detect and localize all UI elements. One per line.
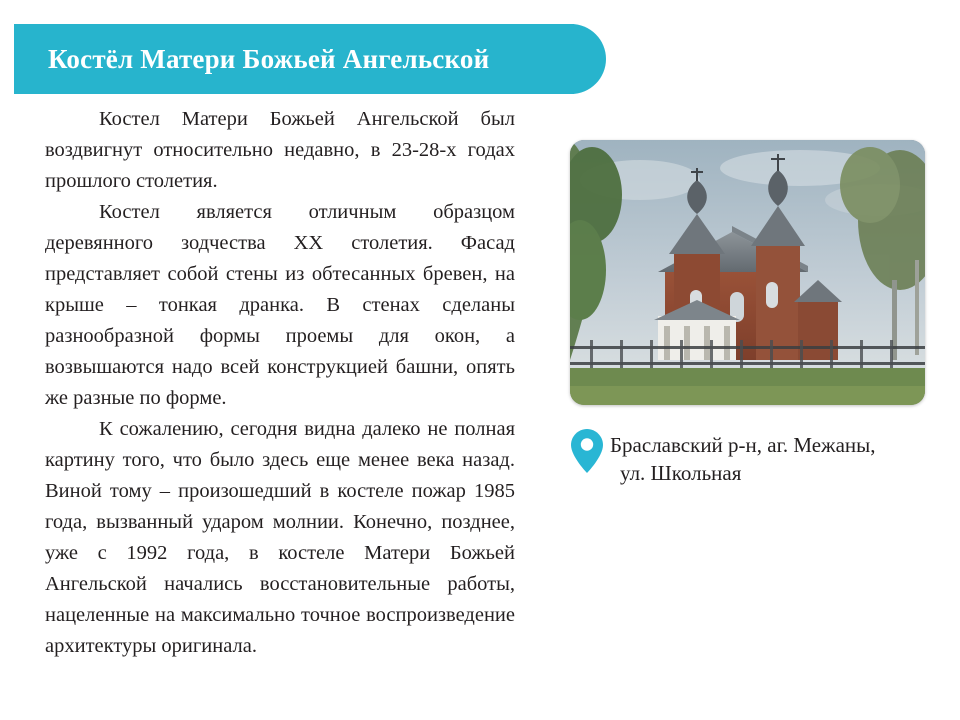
church-photo	[570, 140, 925, 405]
map-pin-icon	[568, 427, 606, 475]
location-caption	[568, 425, 940, 487]
page-title: Костёл Матери Божьей Ангельской	[48, 43, 490, 74]
page-header-banner	[14, 24, 606, 94]
location-line-2: ул. Школьная	[620, 461, 742, 485]
location-address	[606, 425, 875, 487]
paragraph-2: Костел является отличным образцом деревянного зодчества XX столетия. Фасад представляет собой стены из обтесанных бревен, на крыше – тонкая дранка. В стенах сделаны разнообразной формы проемы для окон, а возвышаются надо всей конструкцией башни, опять же разные по форме.	[45, 201, 515, 409]
paragraph-1: Костел Матери Божьей Ангельской был воздвигнут относительно недавно, в 23-28-х годах прошлого столетия.	[45, 108, 515, 192]
location-line-1: Браславский р-н, аг. Межаны,	[610, 433, 876, 457]
church-photo-illustration	[570, 140, 925, 405]
header-band-rounded-cap	[494, 24, 606, 94]
paragraph-3: К сожалению, сегодня видна далеко не полная картину того, что было здесь еще менее века назад. Виной тому – произошедший в костеле пожар 1985 года, вызванный ударом молнии. Конечно, позднее, уже с 1992 года, в костеле Матери Божьей Ангельской начались восстановительные работы, нацеленные на максимально точное воспроизведение архитектуры оригинала.	[45, 418, 515, 657]
article-text-column	[45, 104, 515, 662]
